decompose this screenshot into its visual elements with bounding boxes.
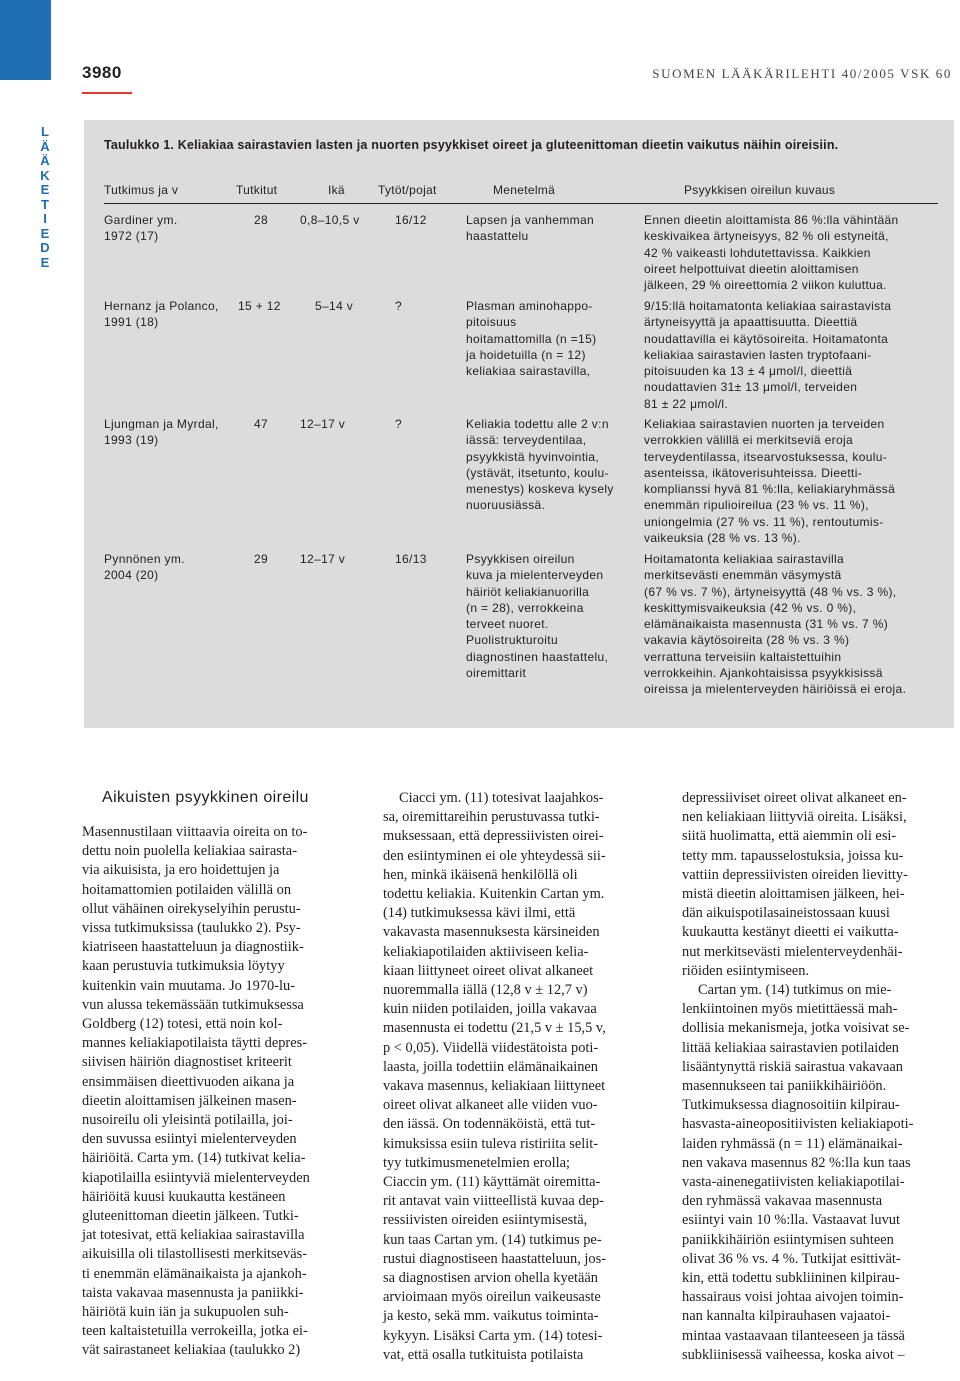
- table-cell-line: noudattavilla ei käytösoireita. Hoitamatonta: [644, 331, 889, 346]
- text-line: dän aikuispotilasaineistossaan kuusi: [682, 905, 890, 922]
- table-cell-line: Lapsen ja vanhemman: [466, 213, 595, 227]
- table-cell-subjects: 28: [254, 213, 269, 227]
- table-cell-method: [466, 551, 638, 681]
- text-line: häiriötä kuin iän ja sukupuolen suh-: [82, 1304, 289, 1321]
- article-column-2: [383, 789, 651, 1365]
- text-line: masennukseen tai paniikkihäiriöön.: [682, 1078, 887, 1095]
- table-cell-line: pitoisuus: [466, 315, 517, 330]
- text-line: hasvasta-aineopositiivisten keliakiapoti-: [682, 1116, 914, 1133]
- text-line: nan kannalta kilpirauhasen vajaatoi-: [682, 1308, 891, 1325]
- table-cell-line: 1991 (18): [104, 315, 159, 330]
- table-cell-method: [466, 212, 638, 245]
- text-line: den esiintyminen ei ole yhteydessä sii-: [383, 847, 606, 864]
- text-line: kiaan liittyneet oireet olivat alkaneet: [383, 962, 594, 979]
- text-line: depressiiviset oireet olivat alkaneet en-: [682, 790, 907, 806]
- table-cell-ratio: 16/13: [395, 552, 427, 566]
- article-heading: Aikuisten psyykkinen oireilu: [102, 789, 309, 806]
- table-cell-line: terveydentilassa, itsearvostuksessa, koulu-: [644, 449, 888, 464]
- table-cell-ratio: ?: [395, 417, 403, 431]
- table-cell-line: uniongelmia (27 % vs. 11 %), rentoutumis-: [644, 514, 884, 529]
- table-cell-line: Gardiner ym.: [104, 213, 178, 227]
- color-tab: [0, 0, 51, 80]
- table-header-subjects: Tutkitut: [236, 183, 278, 197]
- text-line: arvioimaan myös oireilun vaikeusaste: [383, 1289, 601, 1306]
- text-line: ressiivisten oireiden esiintymisestä,: [383, 1212, 588, 1229]
- text-line: jat totesivat, että keliakiaa sairastavilla: [82, 1227, 305, 1244]
- table-cell-line: 9/15:llä hoitamatonta keliakiaa sairastavista: [644, 299, 892, 313]
- table-cell-line: terveet nuoret.: [466, 617, 549, 632]
- table-cell-line: Psyykkisen oireilun: [466, 552, 575, 566]
- table-caption: Taulukko 1. Keliakiaa sairastavien lasten ja nuorten psyykkiset oireet ja gluteenittoman dieetin vaikutus näihin oireisiin.: [104, 138, 839, 152]
- table-cell-line: häiriöt keliakianuorilla: [466, 584, 590, 599]
- text-line: kaan perustuvia tutkimuksia löytyy: [82, 958, 285, 975]
- table-cell-description: [644, 212, 944, 293]
- text-line: ensimmäisen dieettivuoden aikana ja: [82, 1073, 295, 1090]
- table-cell-description: [644, 551, 944, 698]
- text-line: Goldberg (12) totesi, että noin kol-: [82, 1016, 283, 1033]
- text-line: ollut vähäinen oirekyselyihin perustu-: [82, 900, 301, 917]
- text-line: mistä dieetin aloittamisen jälkeen, hei-: [682, 886, 905, 903]
- text-line: kin, että todettu subkliininen kilpirau-: [682, 1270, 900, 1287]
- section-letter: Ä: [40, 138, 50, 154]
- page-number: 3980: [82, 63, 122, 82]
- text-line: den iässä. On todennäköistä, että tut-: [383, 1116, 596, 1133]
- text-line: ti enemmän elämänaikaista ja ajankoh-: [82, 1265, 307, 1282]
- table-cell-line: keliakiaa sairastavien lasten tryptofaani-: [644, 347, 872, 362]
- table-cell-ratio: ?: [395, 299, 403, 313]
- table-cell-line: Keliakia todettu alle 2 v:n: [466, 417, 609, 431]
- text-line: den suvussa esiintyi mielenterveyden: [82, 1131, 297, 1148]
- table-cell-line: Ennen dieetin aloittamista 86 %:lla vähintään: [644, 213, 899, 227]
- table-header-study: Tutkimus ja v: [104, 183, 179, 197]
- text-line: Ciacci ym. (11) totesivat laajahkos-: [399, 790, 604, 806]
- text-line: keliakiapotilaiden aktiiviseen kelia-: [383, 943, 589, 960]
- text-line: oireet olivat alkaneet alle viiden vuo-: [383, 1097, 598, 1114]
- text-line: mannes keliakiapotilaista täytti depres-: [82, 1035, 307, 1052]
- section-letter: K: [40, 167, 50, 183]
- text-line: Tutkimuksessa diagnosoitiin kilpirau-: [682, 1097, 900, 1114]
- text-line: dettu noin puolella keliakiaa sairasta-: [82, 843, 297, 860]
- table-cell-line: oireissa ja mielenterveyden häiriöissä ei eroja.: [644, 682, 907, 697]
- section-letter: Ä: [40, 153, 50, 168]
- text-line: esiintyi vain 10 %:lla. Vastaavat luvut: [682, 1212, 900, 1229]
- table-cell-line: psyykkistä hyvinvointia,: [466, 449, 600, 464]
- text-line: vakava masennus, keliakiaan liittyneet: [383, 1078, 606, 1095]
- text-line: kiapotilailla esiintyviä mielenterveyden: [82, 1169, 310, 1186]
- table-cell-subjects: 29: [254, 552, 269, 566]
- table-cell-line: merkitsevästi enemmän väsymystä: [644, 568, 842, 583]
- table-cell-line: ärtyneisyyttä ja apaattisuutta. Dieettiä: [644, 315, 858, 330]
- text-line: vun alussa tekemässään tutkimuksessa: [82, 996, 304, 1013]
- text-line: vissa tutkimuksissa (taulukko 2). Psy-: [82, 920, 301, 937]
- table-cell-line: verrattuna terveisiin kaltaistettuihin: [644, 649, 842, 664]
- table-cell-line: Keliakiaa sairastavien nuorten ja terveiden: [644, 417, 885, 431]
- table-cell-study: [104, 298, 254, 331]
- text-line: paniikkihäiriön esiintymisen suhteen: [682, 1231, 894, 1248]
- table-cell-line: vakavia käytösoireita (28 % vs. 3 %): [644, 633, 850, 648]
- text-line: nut merkitsevästi mielenterveydenhäi-: [682, 943, 903, 960]
- table-cell-line: Ljungman ja Myrdal,: [104, 417, 219, 431]
- table-cell-line: Hernanz ja Polanco,: [104, 299, 219, 313]
- table-header-method: Menetelmä: [493, 183, 556, 197]
- text-line: kuin niiden potilaiden, joilla vakavaa: [383, 1001, 597, 1018]
- text-line: laasta, joilla todettiin elämänaikainen: [383, 1058, 598, 1075]
- text-line: kuukautta kestänyt dieetti ei vaikutta-: [682, 924, 899, 941]
- text-line: hen, minkä ikäisenä henkilöllä oli: [383, 866, 578, 883]
- section-letter: E: [40, 225, 50, 241]
- text-line: ja kesto, sekä mm. vaikutus toiminta-: [383, 1308, 599, 1325]
- table-cell-line: Hoitamatonta keliakiaa sairastavilla: [644, 552, 845, 566]
- text-line: den ryhmässä vakavaa masennusta: [682, 1193, 883, 1210]
- table-cell-description: [644, 298, 944, 412]
- text-line: teen kaltaistetuilla verrokeilla, jotka ei-: [82, 1323, 308, 1340]
- table-cell-line: 42 % vaikeasti lohdutettavissa. Kaikkien: [644, 245, 871, 260]
- table-cell-line: nuoruusiässä.: [466, 498, 546, 513]
- table-cell-ratio: 16/12: [395, 213, 427, 227]
- table-cell-line: 1993 (19): [104, 433, 159, 448]
- text-line: Cartan ym. (14) tutkimus on mie-: [698, 982, 892, 999]
- table-cell-line: Plasman aminohappo-: [466, 299, 593, 313]
- table-cell-line: (ystävät, itsetunto, koulu-: [466, 465, 609, 480]
- text-line: nen vakava masennus 82 %:lla kun taas: [682, 1154, 911, 1171]
- text-line: kun taas Cartan ym. (14) tutkimus pe-: [383, 1231, 602, 1248]
- text-line: gluteenittoman dieetin jälkeen. Tutki-: [82, 1208, 299, 1225]
- table-cell-line: haastattelu: [466, 229, 529, 244]
- table-cell-study: [104, 416, 254, 449]
- table-cell-line: keskivaikea ärtyneisyys, 82 % oli estyneitä,: [644, 229, 889, 244]
- text-line: häiriöitä. Carta ym. (14) tutkivat kelia-: [82, 1150, 306, 1167]
- text-line: masennusta ei todettu (21,5 v ± 15,5 v,: [383, 1020, 606, 1037]
- table-cell-line: oireet helpottuivat dieetin aloittamisen: [644, 261, 859, 276]
- text-line: mintaa vastaavaan tilanteeseen ja tässä: [682, 1327, 905, 1344]
- table-header-ratio: Tytöt/pojat: [378, 183, 437, 197]
- text-line: tetty mm. tapausselostuksia, joissa ku-: [682, 847, 904, 864]
- text-line: rit antavat vain viitteellistä kuvaa dep-: [383, 1193, 604, 1210]
- text-line: dollisia mekanismeja, jotka voisivat se-: [682, 1020, 910, 1037]
- text-line: p < 0,05). Viidellä viidestätoista poti-: [383, 1039, 599, 1056]
- text-line: todettu keliakia. Kuitenkin Cartan ym.: [383, 886, 605, 903]
- text-line: hassairaus voisi johtaa aivojen toimin-: [682, 1289, 904, 1306]
- text-line: laiden ryhmässä (n = 11) elämänaikai-: [682, 1135, 903, 1152]
- text-line: vasta-ainenegatiivisten keliakiapotilai-: [682, 1174, 905, 1191]
- table-cell-line: vaikeuksia (28 % vs. 13 %).: [644, 531, 801, 546]
- text-line: sa diagnostisen arvion ohella kyetään: [383, 1270, 598, 1287]
- text-line: nuoremmalla iällä (12,8 v ± 12,7 v): [383, 982, 588, 999]
- table-cell-line: keskittymisvaikeuksia (42 % vs. 0 %),: [644, 600, 857, 615]
- table-cell-line: 81 ± 22 μmol/l.: [644, 396, 729, 411]
- section-label-vertical: [38, 125, 52, 270]
- table-cell-line: menestys) koskeva kysely: [466, 482, 614, 497]
- table-cell-method: [466, 416, 638, 514]
- text-line: rustui diagnostiseen haastatteluun, jos-: [383, 1250, 607, 1267]
- table-cell-line: noudattavien 31± 13 μmol/l, terveiden: [644, 380, 858, 395]
- header-rule: [82, 92, 132, 94]
- table-cell-line: Puolistrukturoitu: [466, 633, 558, 648]
- text-line: sa, oiremittareihin perustuvassa tutki-: [383, 809, 600, 826]
- text-line: olivat 36 % vs. 4 %. Tutkijat esittivät-: [682, 1250, 901, 1267]
- table-cell-line: pitoisuuden ka 13 ± 4 μmol/l, dieettiä: [644, 364, 853, 379]
- section-letter: L: [41, 124, 49, 139]
- text-line: riöiden esiintymiseen.: [682, 962, 810, 979]
- text-line: vät sairastaneet keliakiaa (taulukko 2): [82, 1342, 301, 1359]
- text-line: vattiin depressiivisten oireiden lievitty-: [682, 866, 908, 883]
- section-letter: E: [40, 254, 50, 270]
- text-line: nusoireilu oli yleisintä potilailla, joi-: [82, 1112, 293, 1129]
- table-cell-age: 12–17 v: [300, 417, 346, 431]
- text-line: tyy tutkimusmenetelmien erolla;: [383, 1154, 571, 1171]
- text-line: Ciaccin ym. (11) käyttämät oiremitta-: [383, 1174, 601, 1191]
- table-cell-line: 1972 (17): [104, 229, 159, 244]
- table-cell-method: [466, 298, 638, 379]
- table-cell-line: Pynnönen ym.: [104, 552, 185, 566]
- table-cell-line: ja hoidetuilla (n = 12): [466, 347, 586, 362]
- text-line: subkliinisessä vaiheessa, koska aivot –: [682, 1346, 905, 1363]
- table-cell-line: asenteissa, ikätoverisuhteissa. Dieetti-: [644, 465, 863, 480]
- section-letter: T: [41, 196, 49, 212]
- table-cell-line: diagnostinen haastattelu,: [466, 649, 609, 664]
- table-cell-line: elämänaikaista masennusta (31 % vs. 7 %): [644, 617, 889, 632]
- text-line: kimuksissa esiin tuleva ristiriita selit-: [383, 1135, 599, 1152]
- table-header-age: Ikä: [328, 183, 345, 197]
- text-line: nen keliakiaan liittyviä oireita. Lisäksi,: [682, 809, 907, 826]
- table-cell-line: (n = 28), verrokkeina: [466, 600, 584, 615]
- article-column-1: [82, 823, 350, 1361]
- table-cell-line: hoitamattomilla (n =15): [466, 331, 597, 346]
- table-cell-study: [104, 212, 254, 245]
- text-line: kuitenkin vain muutama. Jo 1970-lu-: [82, 977, 296, 994]
- table-cell-line: verrokkien välillä ei merkitseviä eroja: [644, 433, 854, 448]
- text-line: dieetin aloittamisen jälkeinen masen-: [82, 1092, 297, 1109]
- table-cell-age: 0,8–10,5 v: [300, 213, 360, 227]
- text-line: vakavasta masennuksesta kärsineiden: [383, 924, 600, 941]
- text-line: Masennustilaan viittaavia oireita on to-: [82, 824, 308, 840]
- text-line: hoitamattomien potilaiden välillä on: [82, 881, 292, 898]
- text-line: siitä huolimatta, että aiemmin oli esi-: [682, 828, 897, 845]
- table-cell-study: [104, 551, 254, 584]
- table-cell-line: komplianssi hyvä 81 %:lla, keliakiaryhmässä: [644, 482, 896, 497]
- text-line: lisääntynyttä riskiä sairastua vakavaan: [682, 1058, 903, 1075]
- text-line: siivisen häiriön diagnostiset kriteerit: [82, 1054, 292, 1071]
- table-cell-line: iässä: terveydentilaa,: [466, 433, 587, 448]
- table-cell-subjects: 47: [254, 417, 269, 431]
- table-cell-line: oiremittarit: [466, 666, 527, 681]
- text-line: aikuisilla oli tilastollisesti merkitseväs-: [82, 1246, 308, 1263]
- table-cell-line: 2004 (20): [104, 568, 159, 583]
- running-title: SUOMEN LÄÄKÄRILEHTI 40/2005 VSK 60: [652, 66, 952, 81]
- text-line: (14) tutkimuksessa kävi ilmi, että: [383, 905, 576, 922]
- text-line: vat, että osalla tutkituista potilaista: [383, 1346, 584, 1363]
- table-cell-line: (67 % vs. 7 %), ärtyneisyyttä (48 % vs. 3 %),: [644, 584, 897, 599]
- article-column-3: [682, 789, 950, 1365]
- text-line: muksessaan, että depressiivisten oirei-: [383, 828, 604, 845]
- text-line: taista vakavaa masennusta ja paniikki-: [82, 1284, 304, 1301]
- text-line: kykyyn. Lisäksi Carta ym. (14) totesi-: [383, 1327, 603, 1344]
- table-cell-line: verrokkeihin. Ajankohtaisissa psyykkisissä: [644, 666, 883, 681]
- text-line: littää keliakiaa sairastavien potilaiden: [682, 1039, 899, 1056]
- table-cell-description: [644, 416, 944, 546]
- table-cell-line: keliakiaa sairastavilla,: [466, 364, 591, 379]
- table-header-rule: [104, 203, 938, 204]
- section-letter: E: [40, 182, 50, 197]
- table-header-description: Psyykkisen oireilun kuvaus: [684, 183, 836, 197]
- table-cell-line: jälkeen, 29 % oireettomia 2 viikon kuluttua.: [644, 278, 887, 293]
- text-line: via aikuisista, ja ero hoidettujen ja: [82, 862, 280, 879]
- table-cell-subjects: 15 + 12: [238, 299, 281, 313]
- text-line: häiriöitä kuusi kuukautta kestäneen: [82, 1188, 286, 1205]
- table-cell-line: enemmän ripulioireilua (23 % vs. 11 %),: [644, 498, 869, 513]
- text-line: lenkiintoinen myös mietittäessä mah-: [682, 1001, 898, 1018]
- table-cell-line: kuva ja mielenterveyden: [466, 568, 604, 583]
- table-cell-age: 5–14 v: [315, 299, 354, 313]
- section-letter: D: [40, 240, 50, 255]
- table-cell-age: 12–17 v: [300, 552, 346, 566]
- section-letter: I: [43, 211, 47, 226]
- text-line: kiatriseen haastatteluun ja diagnostiik-: [82, 939, 304, 956]
